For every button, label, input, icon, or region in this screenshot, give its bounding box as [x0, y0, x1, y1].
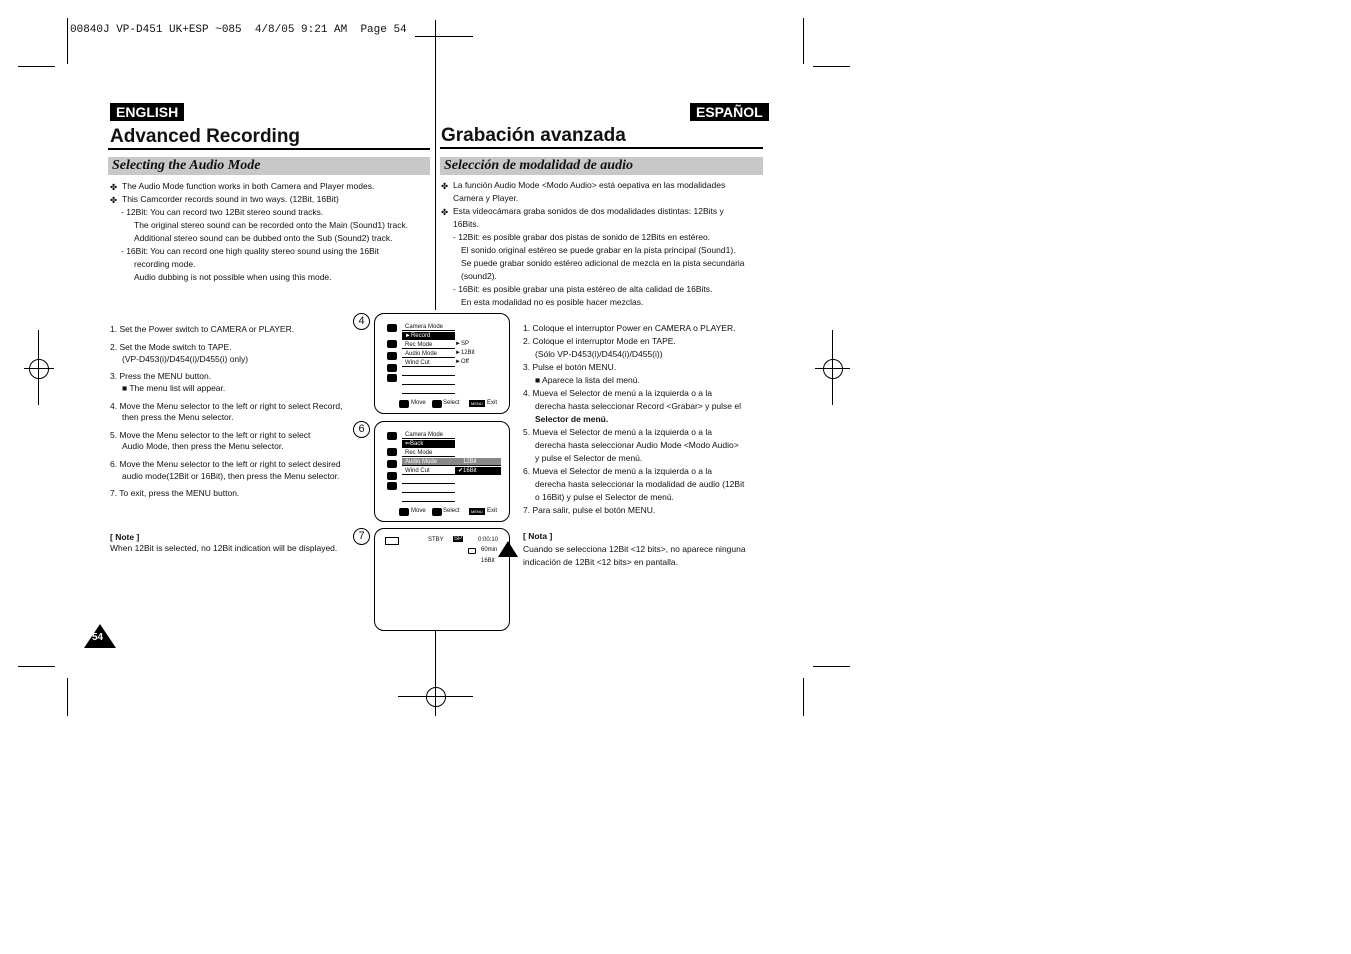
step: Selector de menú.	[535, 414, 609, 424]
note-text: indicación de 12Bit <12 bits> en pantalla.	[523, 557, 679, 567]
center-line	[435, 20, 436, 310]
footer-move: Move	[411, 508, 426, 514]
title-rule	[440, 147, 763, 149]
menu-item-selected[interactable]: ►Record	[402, 332, 455, 340]
footer-select: Select	[443, 508, 460, 514]
note-text: Cuando se selecciona 12Bit <12 bits>, no aparece ninguna	[523, 544, 746, 554]
step: 7. Para salir, pulse el botón MENU.	[523, 505, 656, 515]
status-stby: STBY	[428, 537, 444, 543]
sub-text: Se puede grabar sonido estéreo adicional de mezcla en la pista secundaria	[461, 258, 745, 268]
step: derecha hasta seleccionar Audio Mode <Modo Audio>	[535, 440, 739, 450]
menu-blank	[402, 494, 455, 502]
menu-blank	[402, 476, 455, 484]
step: 7. To exit, press the MENU button.	[110, 488, 240, 498]
select-icon	[432, 400, 442, 408]
step: (VP-D453(i)/D454(i)/D455(i) only)	[122, 354, 249, 364]
option-16bit[interactable]: ✔16Bit	[455, 467, 501, 475]
battery-icon	[385, 537, 399, 545]
registration-line	[415, 36, 473, 37]
sub-text: (sound2).	[461, 271, 497, 281]
registration-circle	[823, 359, 843, 379]
bullet-text: The Audio Mode function works in both Camera and Player modes.	[122, 181, 375, 191]
remaining-tape: 60min	[481, 547, 498, 553]
section-title-english: Selecting the Audio Mode	[108, 157, 430, 175]
step: (Sólo VP-D453(i)/D454(i)/D455(i))	[535, 349, 663, 359]
menu-screen-4	[374, 313, 510, 414]
setup-icon	[387, 472, 397, 480]
note-text: When 12Bit is selected, no 12Bit indication will be displayed.	[110, 543, 338, 553]
sub-text: - 12Bit: es posible grabar dos pistas de sonido de 12Bits en estéreo.	[453, 232, 711, 242]
step: 5. Mueva el Selector de menú a la izquierda o a la	[523, 427, 713, 437]
option-12bit[interactable]: 12Bit	[455, 458, 501, 466]
step: derecha hasta seleccionar Record <Grabar> y pulse el	[535, 401, 742, 411]
step: 2. Set the Mode switch to TAPE.	[110, 342, 232, 352]
bullet-text: Camera y Player.	[453, 193, 519, 203]
english-badge: ENGLISH	[110, 103, 184, 121]
sub-text: Additional stereo sound can be dubbed onto the Sub (Sound2) track.	[134, 233, 393, 243]
record-speed: SP	[454, 536, 463, 542]
move-icon	[399, 508, 409, 516]
menu-item[interactable]: Wind Cut	[402, 359, 455, 367]
step: 6. Mueva el Selector de menú a la izquierda o a la	[523, 466, 713, 476]
menu-button-label: MENU	[471, 401, 483, 406]
bullet-text: This Camcorder records sound in two ways. (12Bit, 16Bit)	[122, 194, 339, 204]
sub-text: - 12Bit: You can record two 12Bit stereo sound tracks.	[121, 207, 324, 217]
gear-icon	[387, 374, 397, 382]
audio-mode-indicator: 16Bit	[481, 558, 495, 564]
note-heading: [ Note ]	[110, 532, 140, 542]
menu-item-selected[interactable]: Audio Mode	[402, 458, 455, 466]
menu-blank	[402, 485, 455, 493]
menu-blank	[402, 377, 455, 385]
spanish-badge: ESPAÑOL	[690, 103, 769, 121]
sub-text: recording mode.	[134, 259, 196, 269]
setup-icon	[387, 364, 397, 372]
step: 5. Move the Menu selector to the left or right to select	[110, 430, 311, 440]
bullet-icon: ✤	[110, 182, 118, 192]
step-number-4: 4	[353, 313, 370, 330]
step: 1. Coloque el interruptor Power en CAMERA o PLAYER.	[523, 323, 736, 333]
page-title-spanish: Grabación avanzada	[441, 125, 626, 146]
step: 2. Coloque el interruptor Mode en TAPE.	[523, 336, 676, 346]
select-icon	[432, 508, 442, 516]
footer-move: Move	[411, 400, 426, 406]
icon-column	[383, 320, 401, 390]
menu-item: Camera Mode	[402, 431, 455, 439]
section-title-spanish: Selección de modalidad de audio	[440, 157, 763, 175]
note-heading: [ Nota ]	[523, 531, 553, 541]
step: Audio Mode, then press the Menu selector.	[122, 441, 284, 451]
menu-item: Camera Mode	[402, 323, 455, 331]
registration-circle	[29, 359, 49, 379]
sub-text: En esta modalidad no es posible hacer mezclas.	[461, 297, 644, 307]
step: 4. Mueva el Selector de menú a la izquierda o a la	[523, 388, 713, 398]
bullet-text: Esta videocámara graba sonidos de dos modalidades distintas: 12Bits y	[453, 206, 724, 216]
move-icon	[399, 400, 409, 408]
record-icon	[387, 448, 397, 456]
sub-text: The original stereo sound can be recorded onto the Main (Sound1) track.	[134, 220, 409, 230]
step: 3. Pulse el botón MENU.	[523, 362, 617, 372]
gear-icon	[387, 482, 397, 490]
menu-value: ►SP	[455, 341, 469, 347]
crop-mark	[18, 666, 55, 667]
menu-blank	[402, 368, 455, 376]
record-icon	[387, 340, 397, 348]
menu-item[interactable]: Wind Cut	[402, 467, 455, 475]
step: o 16Bit) y pulse el Selector de menú.	[535, 492, 674, 502]
crop-mark	[813, 66, 850, 67]
step-number-6: 6	[353, 421, 370, 438]
viewfinder-screen-7	[374, 528, 510, 631]
pointer-arrow-icon	[498, 541, 518, 557]
print-header: 00840J VP-D451 UK+ESP ~085 4/8/05 9:21 AM Page 54	[70, 24, 407, 36]
photo-icon	[387, 352, 397, 360]
bullet-icon: ✤	[110, 195, 118, 205]
crop-mark	[18, 66, 55, 67]
crop-mark	[803, 18, 804, 64]
step: audio mode(12Bit or 16Bit), then press the Menu selector.	[122, 471, 340, 481]
sub-text: - 16Bit: You can record one high quality stereo sound using the 16Bit	[121, 246, 380, 256]
step-number-7: 7	[353, 528, 370, 545]
sub-text: El sonido original estéreo se puede grabar en la pista principal (Sound1).	[461, 245, 736, 255]
step: ■ Aparece la lista del menú.	[535, 375, 640, 385]
camera-icon	[387, 324, 397, 332]
photo-icon	[387, 460, 397, 468]
footer-select: Select	[443, 400, 460, 406]
crop-mark	[813, 666, 850, 667]
page-number: 54	[92, 632, 104, 643]
crop-mark	[67, 18, 68, 64]
sub-text: Audio dubbing is not possible when using this mode.	[134, 272, 332, 282]
bullet-icon: ✤	[441, 181, 449, 191]
menu-item[interactable]: Rec Mode	[402, 449, 455, 457]
bullet-icon: ✤	[441, 207, 449, 217]
menu-item-back[interactable]: ⇐Back	[402, 440, 455, 448]
step: then press the Menu selector.	[122, 412, 234, 422]
menu-value: ►Off	[455, 359, 469, 365]
bullet-text: 16Bits.	[453, 219, 479, 229]
title-rule	[108, 148, 430, 150]
crop-mark	[67, 678, 68, 716]
icon-column	[383, 428, 401, 498]
step: 6. Move the Menu selector to the left or right to select desired	[110, 459, 341, 469]
camera-icon	[387, 432, 397, 440]
step: derecha hasta seleccionar la modalidad de audio (12Bit	[535, 479, 745, 489]
tape-icon	[468, 548, 476, 554]
menu-item[interactable]: Audio Mode	[402, 350, 455, 358]
footer-exit: Exit	[487, 400, 498, 406]
step: 3. Press the MENU button.	[110, 371, 212, 381]
menu-button-label: MENU	[471, 509, 483, 514]
menu-item[interactable]: Rec Mode	[402, 341, 455, 349]
crop-mark	[803, 678, 804, 716]
step: 1. Set the Power switch to CAMERA or PLAYER.	[110, 324, 295, 334]
footer-exit: Exit	[487, 508, 498, 514]
step: y pulse el Selector de menú.	[535, 453, 643, 463]
page-title-english: Advanced Recording	[110, 126, 301, 147]
sub-text: - 16Bit: es posible grabar una pista estéreo de alta calidad de 16Bits.	[453, 284, 713, 294]
step: ■ The menu list will appear.	[122, 383, 226, 393]
menu-blank	[402, 386, 455, 394]
step: 4. Move the Menu selector to the left or right to select Record,	[110, 401, 343, 411]
bullet-text: La función Audio Mode <Modo Audio> está oepativa en las modalidades	[453, 180, 726, 190]
registration-circle	[426, 687, 446, 707]
time-counter: 0:00:10	[478, 537, 499, 543]
menu-screen-6	[374, 421, 510, 522]
menu-value: ►12Bit	[455, 350, 475, 356]
